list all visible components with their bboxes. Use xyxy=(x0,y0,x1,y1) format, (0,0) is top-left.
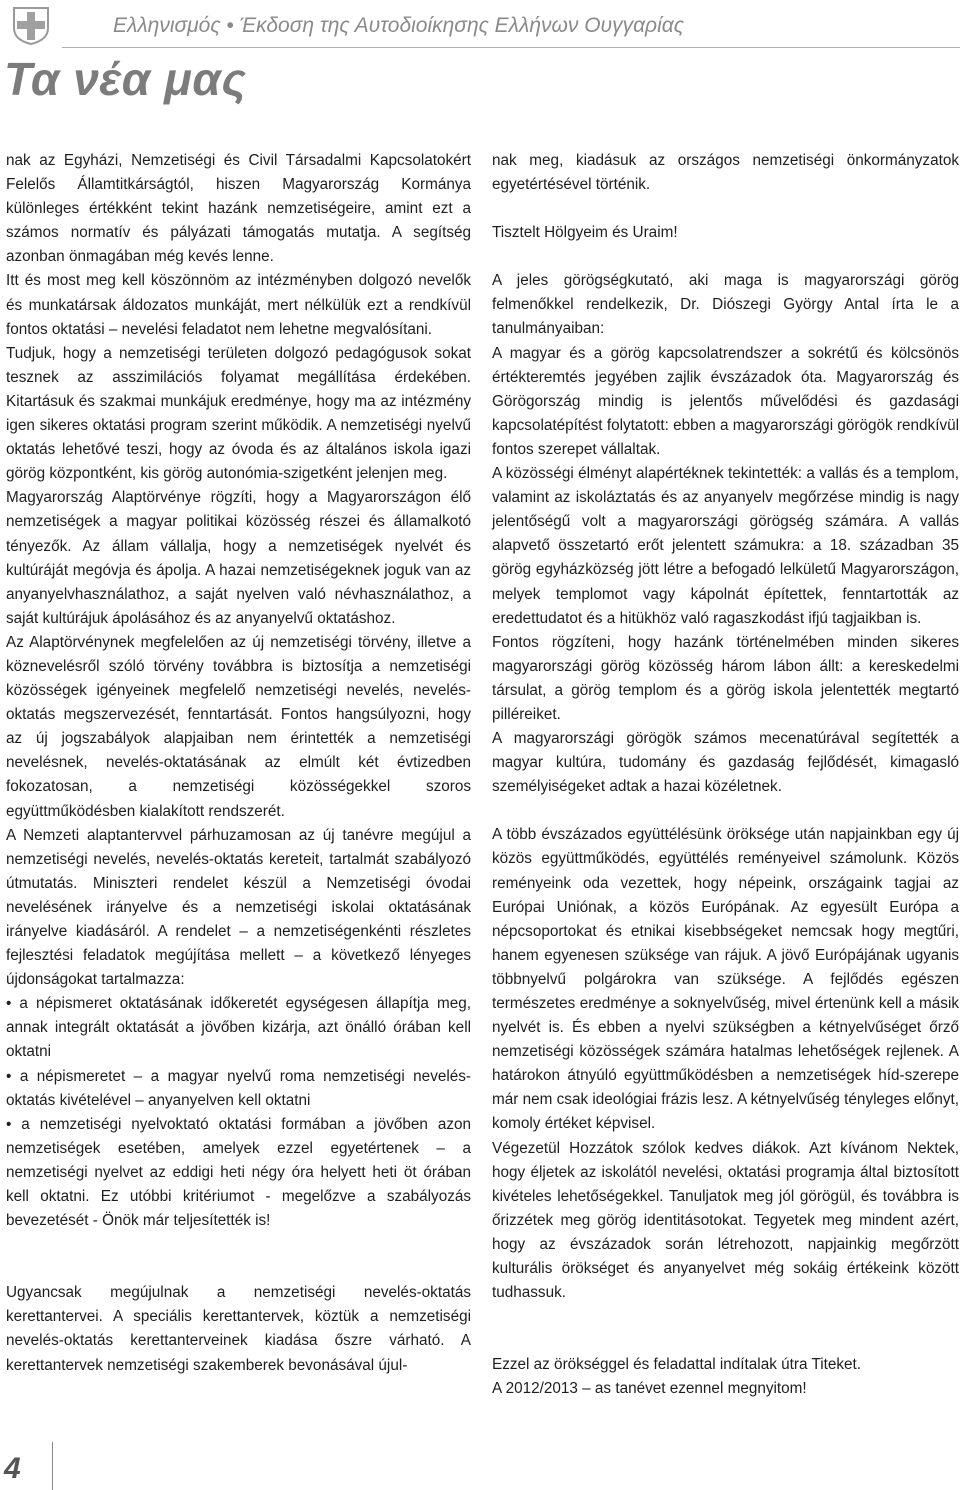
bullet-item: • a nemzetiségi nyelvoktató oktatási formában a jövőben azon nemzetiségek esetében, amelyek ezzel egyetértenek – a nemzetiségi nyelvet az eddigi heti négy óra helyett heti öt órában kell oktatni. Ez utóbbi kritériumot - megelőzve a szabályozás bevezetését - Önök már teljesítették is! xyxy=(6,1115,471,1230)
paragraph: A közösségi élményt alapértéknek tekintették: a vallás és a templom, valamint az iskoláztatás és az anyanyelv megőrzése mindig is nagy jelentőségű volt a magyarországi görögség számára. A vallás alapvető összetartó erőt jelentett számukra: a 18. században 35 görög egyházközség jött létre a befogadó lelkületű Magyarországon, melyek templomot vagy kápolnát építettek, fenntartották az eredettudatot és a hitükhöz való ragaszkodást ifjú tagjaikban is. xyxy=(492,465,959,627)
paragraph: Magyarország Alaptörvénye rögzíti, hogy a Magyarországon élő nemzetiségek a magyar politikai közösség részei és államalkotó tényezők. Az állam vállalja, hogy a nemzetiségek nyelvét és kultúráját megóvja és ápolja. A hazai nemzetiségeknek joguk van az anyanyelvhasználathoz, a saját nyelven való névhasználathoz, a saját kultúrájuk ápolásához és az anyanyelvű oktatáshoz. xyxy=(6,489,471,627)
closing-line: Ezzel az örökséggel és feladattal indítalak útra Titeket. xyxy=(492,1356,862,1374)
paragraph: Az Alaptörvénynek megfelelően az új nemzetiségi törvény, illetve a köznevelésről szóló törvény továbbra is biztosítja a nemzetiségi közösségek igényeinek megfelelő nemzetiségi nevelés, nevelés-oktatás megszervezését, fenntartását. Fontos hangsúlyozni, hogy az új jogszabályok alapjaiban nem érintették a nemzetiségi nevelésnek, nevelés-oktatásának az elmúlt két évtizedben fokozatosan, a nemzetiségi közösségekkel szoros együttműködésben kialakított rendszerét. xyxy=(6,633,471,820)
footer-divider xyxy=(52,1442,53,1490)
paragraph: A jeles görögségkutató, aki maga is magyarországi görög felmenőkkel rendelkezik, Dr. Diószegi György Antal írta le a tanulmányaiban: xyxy=(492,272,959,338)
paragraph: A magyarországi görögök számos mecenatúrával segítették a magyar kultúra, tudomány és gazdaság fejlődését, kimagasló személyiségeket adtak a hazai közéletnek. xyxy=(492,730,959,796)
paragraph: Ugyancsak megújulnak a nemzetiségi nevelés-oktatás kerettantervei. A speciális kerettantervek, köztük a nemzetiségi nevelés-oktatás kerettanterveinek kiadása őszre várható. A kerettantervek nemzetiségi szakemberek bevonásával újul- xyxy=(6,1284,471,1374)
paragraph: nak meg, kiadásuk az országos nemzetiségi önkormányzatok egyetértésével történik. xyxy=(492,152,959,194)
paragraph: Fontos rögzíteni, hogy hazánk történelmében minden sikeres magyarországi görög közösség három lábon állt: a kereskedelmi társulat, a görög templom és a görög iskola jelentették megtartó pilléreiket. xyxy=(492,633,959,723)
page-number: 4 xyxy=(4,1452,21,1485)
left-column xyxy=(6,149,471,1378)
paragraph: A Nemzeti alaptantervvel párhuzamosan az új tanévre megújul a nemzetiségi nevelés, nevelés-oktatás kereteit, tartalmát szabályozó útmutatás. Miniszteri rendelet készül a Nemzetiségi óvodai nevelésének irányelve és a nemzetiségi iskolai oktatásának irányelve kiadásáról. A rendelet – a nemzetiségenkénti részletes fejlesztési feladatok megújítása mellett – a következő lényeges újdonságokat tartalmazza: xyxy=(6,826,471,989)
paragraph: Itt és most meg kell köszönnöm az intézményben dolgozó nevelők és munkatársak áldozatos munkáját, mert nélkülük ezt a rendkívül fontos oktatási – nevelési feladatot nem lehetne megvalósítani. xyxy=(6,272,471,338)
paragraph: nak az Egyházi, Nemzetiségi és Civil Társadalmi Kapcsolatokért Felelős Államtitkárságtól, hiszen Magyarország Kormánya különleges értékként tekint hazánk nemzetiségeire, amint ezt a számos normatív és pályázati támogatás mutatja. A segítség azonban önmagában még kevés lenne. xyxy=(6,152,471,266)
bullet-item: • a népismeretet – a magyar nyelvű roma nemzetiségi nevelés-oktatás kivételével – anyanyelven kell oktatni xyxy=(6,1067,471,1109)
closing-line: A 2012/2013 – as tanévet ezennel megnyitom! xyxy=(492,1380,807,1398)
bullet-item: • a népismeret oktatásának időkeretét egységesen állapítja meg, annak integrált oktatását a jövőben kizárja, azt önálló órában kell oktatni xyxy=(6,995,471,1061)
salutation: Tisztelt Hölgyeim és Uraim! xyxy=(492,224,678,242)
paragraph: A magyar és a görög kapcsolatrendszer a sokrétű és kölcsönös értékteremtés jegyében zajlik évszázadok óta. Magyarország és Görögország mindig is jelentős művelődési és gazdasági kapcsolatépítést folytatott: ebben a magyarországi görögök rendkívül fontos szerepet vállaltak. xyxy=(492,344,959,458)
section-title: Τα νέα μας xyxy=(4,53,247,105)
header-divider xyxy=(62,47,960,48)
publication-title: Ελληνισμός • Έκδοση της Αυτοδιοίκησης Ελλήνων Ουγγαρίας xyxy=(113,14,684,37)
paragraph: Végezetül Hozzátok szólok kedves diákok. Azt kívánom Nektek, hogy éljetek az iskolától nevelési, oktatási programja által biztosított kivételes lehetőségekkel. Tanuljatok meg jól görögül, és továbbra is őrizzétek meg görög identitásotokat. Tegyetek meg mindent azért, hogy az évszázadok során létrehozott, napjainkig megőrzött kulturális örökséget és anyanyelvet még sokáig értékeink között tudhassuk. xyxy=(492,1139,959,1302)
paragraph: Tudjuk, hogy a nemzetiségi területen dolgozó pedagógusok sokat tesznek az asszimilációs folyamat megállítása érdekében. Kitartásuk és szakmai munkájuk eredménye, hogy ma az intézmény igen sikeres oktatási program szerint működik. A nemzetiségi nyelvű oktatás lehetővé teszi, hogy az óvoda és az általános iskola igazi görög központként, kis görög autonómia-szigetként jelenjen meg. xyxy=(6,344,471,483)
paragraph: A több évszázados együttélésünk öröksége után napjainkban egy új közös együttműködés, együttélés reményeivel számolunk. Közös reményeink oda vezettek, hogy népeink, országaink tagjai az Európai Uniónak, a közös Európának. Az egyesült Európa a népcsoportokat és etnikai kisebbségeket nemcsak hogy megtűri, hanem egyenesen szüksége van rájuk. A jövő Európájának ugyanis többnyelvű polgárokra van szüksége. A fejlődés egészen természetes eredménye a soknyelvűség, mivel értenünk kell a másik nyelvét is. És ebben a nyelvi szükségben a kétnyelvűséget őrző nemzetiségi közösségek számára hatalmas lehetőségek rejlenek. A határokon átnyúló együttműködésben a nemzetiségek híd-szerepe már nem csak ideológiai frázis lesz. A kétnyelvűség tényleges előnyt, komoly értéket képvisel. xyxy=(492,826,959,1133)
greek-cross-crest-icon xyxy=(10,4,52,46)
masthead xyxy=(0,0,960,120)
right-column xyxy=(492,149,959,1401)
